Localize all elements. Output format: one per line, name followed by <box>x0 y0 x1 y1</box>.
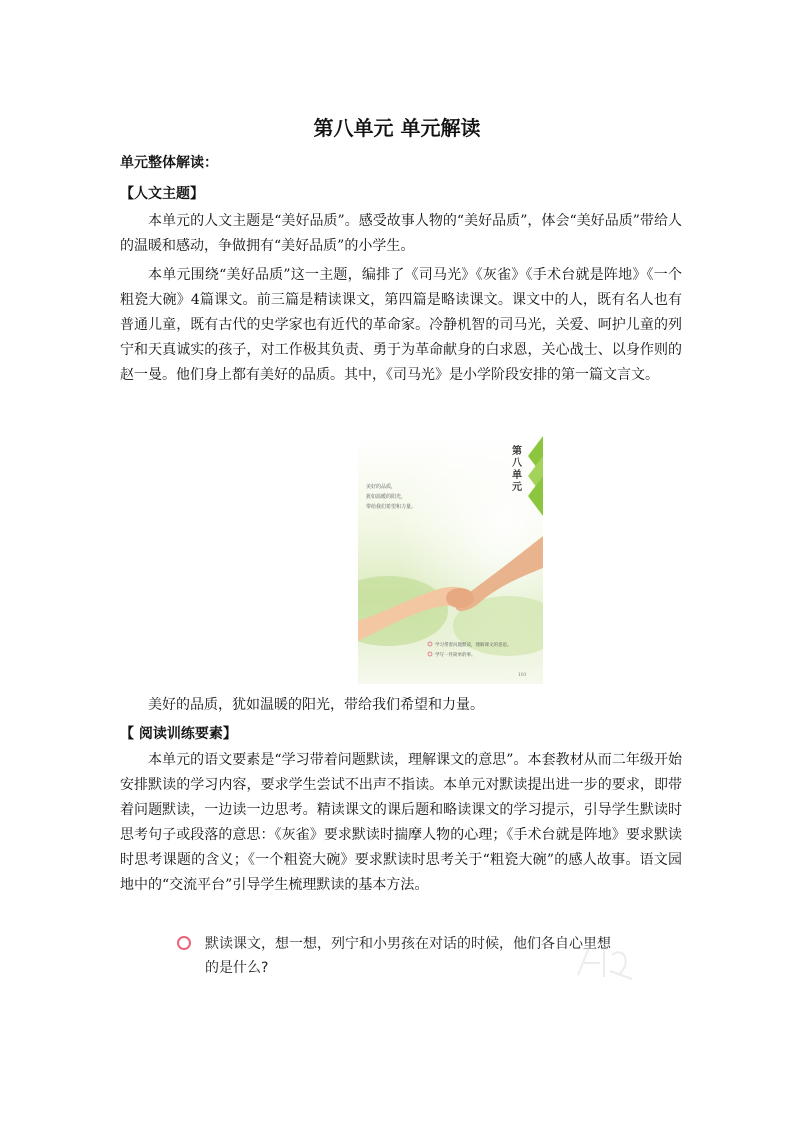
figure-poem-line-2: 犹如温暖的阳光， <box>366 494 407 500</box>
theme-paragraph-2: 本单元围绕“美好品质”这一主题，编排了《司马光》《灰雀》《手术台就是阵地》《一个粗瓷大碗》4篇课文。前三篇是精读课文，第四篇是略读课文。课文中的人，既有名人也有普通儿童，既有古代的史学家也有近代的革命家。冷静机智的司马光，关爱、呵护儿童的列宁和天真诚实的孩子，对工作极其负责、勇于为革命献身的白求恩，关心战士、以身作则的赵一曼。他们身上都有美好的品质。其中，《司马光》是小学阶段安排的第一篇文言文。 <box>120 267 682 383</box>
figure-bullet-2: 学写一件简单的事。 <box>435 653 476 658</box>
theme-heading: 【人文主题】 <box>120 186 204 202</box>
circle-bullet-icon <box>177 936 191 950</box>
figure-unit-char-2: 八 <box>512 458 522 469</box>
theme-paragraph-1: 本单元的人文主题是“美好品质”。感受故事人物的“美好品质”，体会“美好品质”带给人的温暖和感动，争做拥有“美好品质”的小学生。 <box>120 213 682 254</box>
figure-page-number: 101 <box>518 673 527 678</box>
figure-caption: 美好的品质，犹如温暖的阳光，带给我们希望和力量。 <box>148 697 484 713</box>
figure-unit-char-1: 第 <box>512 446 522 457</box>
figure-poem-line-1: 美好的品质， <box>366 484 397 490</box>
question-box <box>181 932 611 980</box>
reading-heading: 【 阅读训练要素】 <box>120 726 237 742</box>
figure-bullet-1: 学习带着问题默读，理解课文的意思。 <box>435 643 512 648</box>
figure-unit-char-3: 单 <box>512 470 522 481</box>
textbook-illustration <box>358 436 543 684</box>
figure-poem-line-3: 带给我们希望和力量。 <box>366 504 417 510</box>
watermark-stamp-icon <box>570 935 640 985</box>
figure-unit-char-4: 元 <box>512 482 522 493</box>
reading-paragraph: 本单元的语文要素是“学习带着问题默读，理解课文的意思”。本套教材从而二年级开始安排默读的学习内容，要求学生尝试不出声不指读。本单元对默读提出进一步的要求，即带着问题默读，一边读一边思考。精读课文的课后题和略读课文的学习提示，引导学生默读时思考句子或段落的意思：《灰雀》要求默读时揣摩人物的心理；《手术台就是阵地》要求默读时思考课题的含义；《一个粗瓷大碗》要求默读时思考关于“粗瓷大碗”的感人故事。语文园地中的“交流平台”引导学生梳理默读的基本方法。 <box>120 752 682 893</box>
page-title: 第八单元 单元解读 <box>313 116 481 140</box>
question-text: 默读课文，想一想，列宁和小男孩在对话的时候，他们各自心里想的是什么? <box>205 936 611 976</box>
section-heading: 单元整体解读： <box>120 155 218 171</box>
